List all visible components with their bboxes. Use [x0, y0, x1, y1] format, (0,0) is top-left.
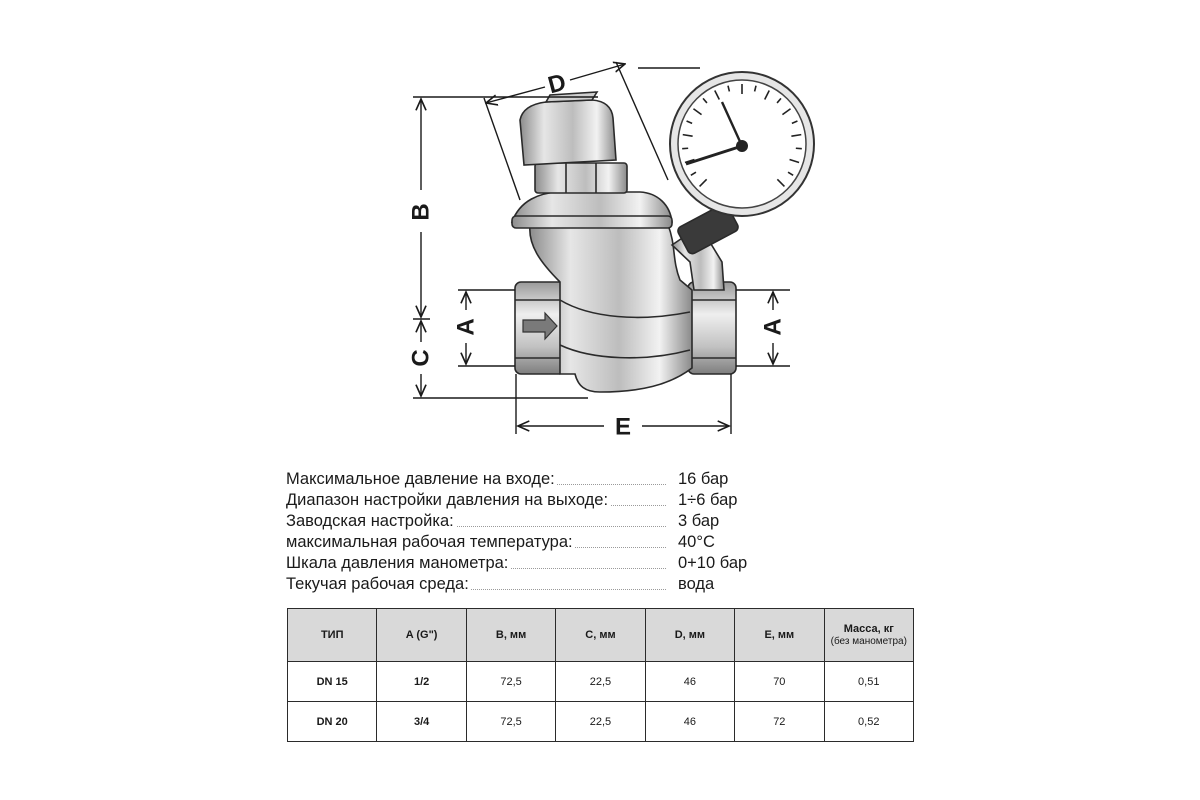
specifications-list: [286, 469, 806, 595]
header-mass: [824, 609, 913, 662]
spec-row-factory-setting: [286, 511, 806, 532]
dimension-label-a-right: A: [759, 318, 787, 336]
dimensions-table: [287, 608, 914, 742]
cell-e: 72: [735, 702, 824, 742]
spec-row-outlet-pressure-range: [286, 490, 806, 511]
spec-value: 16 бар: [678, 470, 729, 488]
header-e: E, мм: [735, 609, 824, 662]
header-type: ТИП: [288, 609, 377, 662]
spec-label: Максимальное давление на входе:: [286, 470, 555, 488]
spec-value: вода: [678, 575, 715, 593]
cell-b: 72,5: [466, 662, 555, 702]
spec-row-working-medium: [286, 574, 806, 595]
header-mass-label: Масса, кг: [843, 623, 894, 635]
dimension-label-d: D: [545, 68, 569, 100]
header-mass-note: (без манометра): [830, 636, 907, 647]
cell-c: 22,5: [556, 702, 645, 742]
table-row: [288, 702, 914, 742]
spec-label: Текучая рабочая среда:: [286, 575, 469, 593]
cell-type: DN 20: [288, 702, 377, 742]
spec-label: Шкала давления манометра:: [286, 554, 509, 572]
cell-mass: 0,51: [824, 662, 913, 702]
cell-type: DN 15: [288, 662, 377, 702]
cell-c: 22,5: [556, 662, 645, 702]
cell-d: 46: [645, 662, 734, 702]
dimension-label-e: E: [614, 413, 632, 441]
table-header-row: [288, 609, 914, 662]
header-c: C, мм: [556, 609, 645, 662]
spec-value: 0+10 бар: [678, 554, 748, 572]
dimension-label-b: B: [407, 203, 435, 221]
table-row: [288, 662, 914, 702]
spec-value: 1÷6 бар: [678, 491, 738, 509]
spec-label: Заводская настройка:: [286, 512, 454, 530]
header-a: A (G"): [377, 609, 466, 662]
header-d: D, мм: [645, 609, 734, 662]
header-b: B, мм: [466, 609, 555, 662]
cell-b: 72,5: [466, 702, 555, 742]
dimension-label-c: C: [407, 349, 435, 367]
spec-row-gauge-scale: [286, 553, 806, 574]
spec-value: 3 бар: [678, 512, 720, 530]
leader-dots: [436, 526, 666, 527]
spec-value: 40°C: [678, 533, 715, 551]
spec-label: максимальная рабочая температура:: [286, 533, 573, 551]
cell-a: 3/4: [377, 702, 466, 742]
dimension-label-a-left: A: [452, 318, 480, 336]
cell-e: 70: [735, 662, 824, 702]
cell-mass: 0,52: [824, 702, 913, 742]
spec-label: Диапазон настройки давления на выходе:: [286, 491, 609, 509]
cell-a: 1/2: [377, 662, 466, 702]
spec-row-max-temperature: [286, 532, 806, 553]
spec-row-max-inlet-pressure: [286, 469, 806, 490]
cell-d: 46: [645, 702, 734, 742]
pressure-gauge: [670, 72, 814, 216]
